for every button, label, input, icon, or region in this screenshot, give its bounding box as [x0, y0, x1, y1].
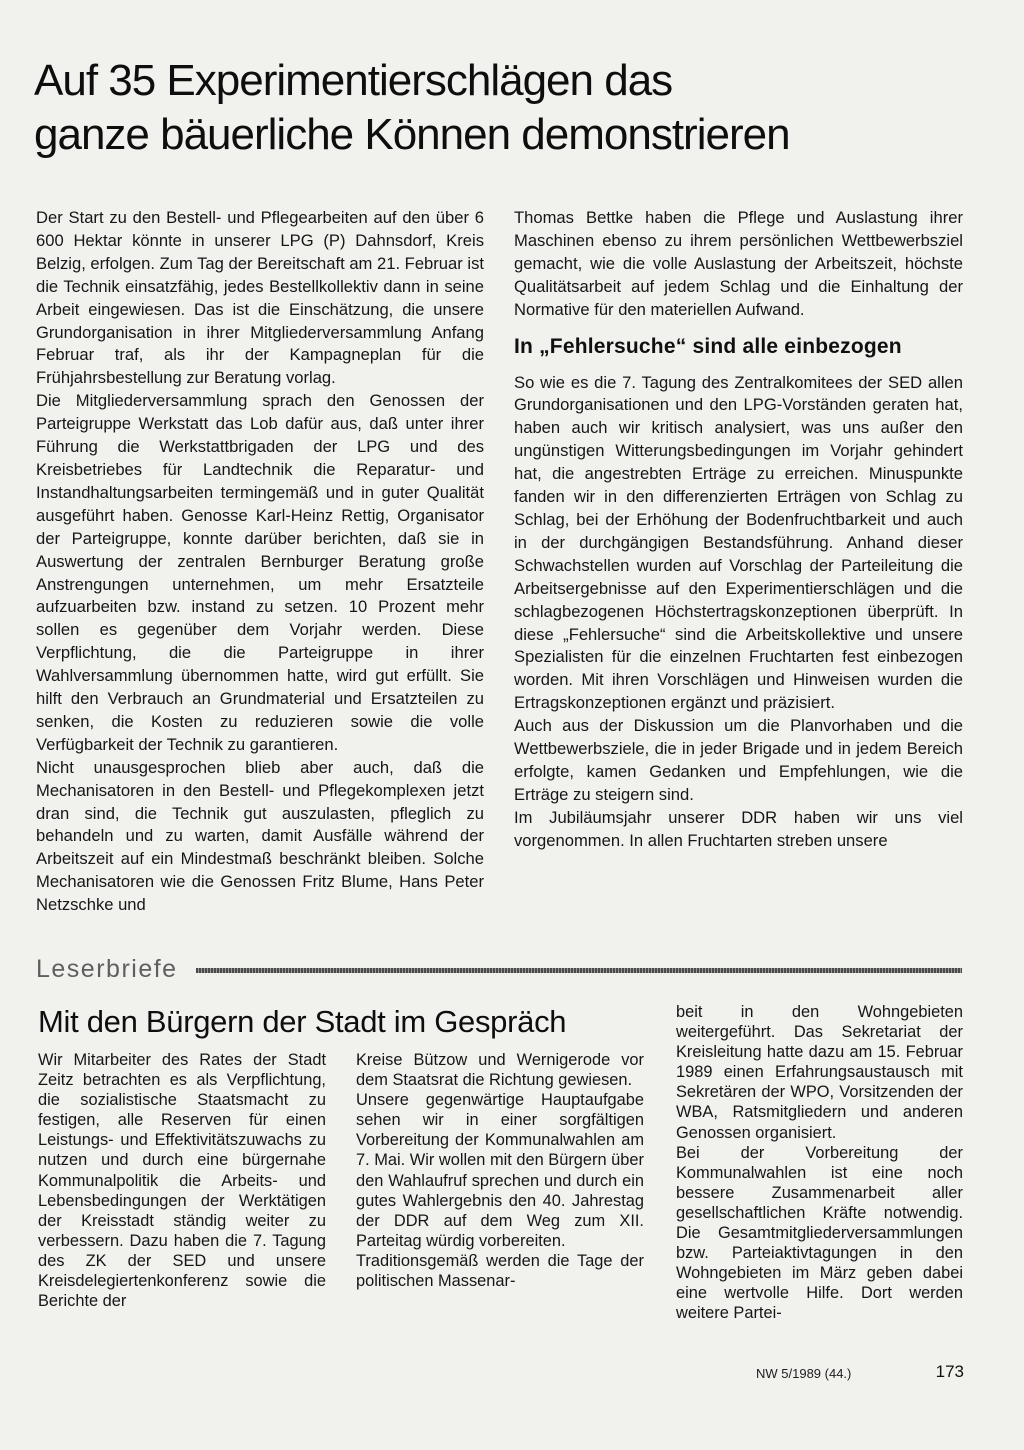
headline-line-1: Auf 35 Experimentierschlägen das	[34, 56, 673, 105]
letter-column-2	[356, 1050, 644, 1291]
paragraph: beit in den Wohngebieten weitergeführt. Das Sekretariat der Kreisleitung hatte dazu am 15. Februar 1989 einen Erfahrungsaustausch mit Sekretären der WPO, Vorsitzenden der WBA, Ratsmitgliedern und anderen Genossen organisiert.	[676, 1003, 963, 1142]
article-left-column	[36, 207, 484, 917]
letter-headline: Mit den Bürgern der Stadt im Gespräch	[38, 1004, 567, 1039]
paragraph: Unsere gegenwärtige Hauptaufgabe sehen wir in einer sorgfältigen Vorbereitung der Kommunalwahlen am 7. Mai. Wir wollen mit den Bürgern über den Wahlaufruf sprechen und durch ein gutes Wahlergebnis den 40. Jahrestag der DDR auf dem Weg zum XII. Parteitag würdig vorbereiten.	[356, 1091, 644, 1250]
section-label: Leserbriefe	[36, 955, 178, 983]
paragraph: Kreise Bützow und Wernigerode vor dem Staatsrat die Richtung gewiesen.	[356, 1051, 644, 1090]
paragraph: Die Mitgliederversammlung sprach den Genossen der Parteigruppe Werkstatt das Lob dafür aus, daß unter ihrer Führung die Werkstattbrigaden der LPG und des Kreisbetriebes für Landtechnik die Reparatur- und Instandhaltungsarbeiten termingemäß und in guter Qualität ausgeführt haben. Genosse Karl-Heinz Rettig, Organisator der Parteigruppe, konnte darüber berichten, daß sie in Auswertung der zentralen Bernburger Beratung große Anstrengungen unternehmen, um mehr Ersatzteile aufzuarbeiten bzw. instand zu setzen. 10 Prozent mehr sollen es gegenüber dem Vorjahr werden. Diese Verpflichtung, die die Parteigruppe in ihrer Wahlversammlung übernommen hatte, wird gut erfüllt. Sie hilft den Verbrauch an Grundmaterial und Ersatzteilen zu senken, die Kosten zu reduzieren sowie die volle Verfügbarkeit der Technik zu garantieren.	[36, 391, 484, 754]
paragraph: So wie es die 7. Tagung des Zentralkomitees der SED allen Grundorganisationen und den LPG-Vorständen geraten hat, haben auch wir kritisch analysiert, was uns außer den ungünstigen Witterungsbedingungen im Vorjahr gehindert hat, die angestrebten Erträge zu erreichen. Minuspunkte fanden wir in den differenzierten Erträgen von Schlag zu Schlag, bei der Erhöhung der Bodenfruchtbarkeit und auch in der durchgängigen Bestandsführung. Anhand dieser Schwachstellen wurden auf Vorschlag der Parteileitung die Arbeitsergebnisse auf den Experimentierschlägen und die schlagbezogenen Höchstertragskonzeptionen überprüft. In diese „Fehlersuche“ sind die Arbeitskollektive und unsere Spezialisten für die einzelnen Fruchtarten fest einbezogen worden. Mit ihren Vorschlägen und Hinweisen wurden die Ertragskonzeptionen ergänzt und präzisiert.	[514, 372, 963, 713]
section-divider	[196, 968, 962, 973]
article-headline	[34, 54, 994, 162]
paragraph: Der Start zu den Bestell- und Pflegearbeiten auf den über 6 600 Hektar könnte in unserer LPG (P) Dahnsdorf, Kreis Belzig, erfolgen. Zum Tag der Bereitschaft am 21. Februar ist die Technik einsatzfähig, jedes Bestellkollektiv dann in seine Arbeit eingewiesen. Das ist die Einschätzung, die unsere Grundorganisation in ihrer Mitgliederversammlung Anfang Februar traf, als ihr der Kampagneplan für die Frühjahrsbestellung zur Beratung vorlag.	[36, 208, 484, 388]
paragraph: Bei der Vorbereitung der Kommunalwahlen ist eine noch bessere Zusammenarbeit aller gesellschaftlichen Kräfte notwendig. Die Gesamtmitgliederversammlungen bzw. Parteiaktivtagungen in den Wohngebieten im März geben dabei eine wertvolle Hilfe. Dort werden weitere Partei-	[676, 1143, 963, 1323]
headline-line-2: ganze bäuerliche Können demonstrieren	[34, 110, 790, 159]
article-subheading: In „Fehlersuche“ sind alle einbezogen	[514, 334, 902, 358]
issue-reference: NW 5/1989 (44.)	[756, 1366, 852, 1381]
letter-column-3	[676, 1002, 963, 1324]
paragraph: Traditionsgemäß werden die Tage der politischen Massenar-	[356, 1251, 644, 1291]
paragraph: Thomas Bettke haben die Pflege und Auslastung ihrer Maschinen ebenso zu ihrem persönlichen Wettbewerbsziel gemacht, wie die volle Auslastung der Arbeitszeit, höchste Qualitätsarbeit auf jedem Schlag und die Einhaltung der Normative für den materiellen Aufwand.	[514, 208, 963, 319]
paragraph: Wir Mitarbeiter des Rates der Stadt Zeitz betrachten es als Verpflichtung, die sozialistische Staatsmacht zu festigen, alle Reserven für einen Leistungs- und Effektivitätszuwachs zu nutzen und durch eine bürgernahe Kommunalpolitik die Arbeits- und Lebensbedingungen der Werktätigen der Kreisstadt ständig weiter zu verbessern. Dazu haben die 7. Tagung des ZK der SED und unsere Kreisdelegiertenkonferenz sowie die Berichte der	[38, 1051, 326, 1311]
page-footer	[756, 1362, 964, 1384]
paragraph: Nicht unausgesprochen blieb aber auch, daß die Mechanisatoren in den Bestell- und Pflegekomplexen jetzt dran sind, die Technik gut auszulasten, pfleglich zu behandeln und zu warten, damit Ausfälle während der Arbeitszeit auf ein Mindestmaß beschränkt bleiben. Solche Mechanisatoren wie die Genossen Fritz Blume, Hans Peter Netzschke und	[36, 757, 484, 915]
paragraph: Im Jubiläumsjahr unserer DDR haben wir uns viel vorgenommen. In allen Fruchtarten streben unsere	[514, 807, 963, 850]
letter-column-1	[38, 1050, 326, 1311]
paragraph: Auch aus der Diskussion um die Planvorhaben und die Wettbewerbsziele, die in jeder Brigade und in jedem Bereich erfolgte, kamen Gedanken und Empfehlungen, wie die Erträge zu steigern sind.	[514, 716, 963, 804]
page-number: 173	[935, 1362, 964, 1381]
section-header	[36, 954, 962, 984]
article-right-column	[514, 207, 963, 853]
